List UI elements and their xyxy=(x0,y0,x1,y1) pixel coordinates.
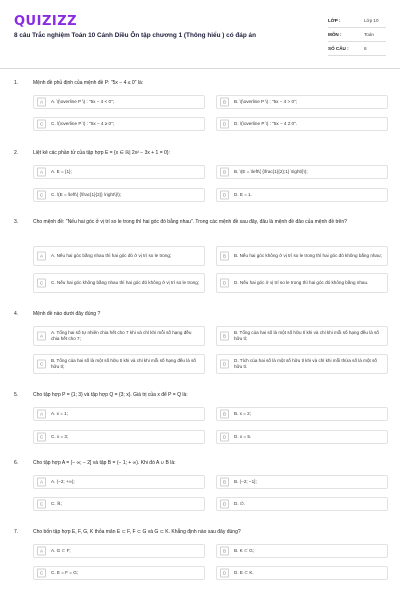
option-letter: D xyxy=(220,279,229,288)
meta-row-subject xyxy=(328,28,386,42)
option-text: B. K ⊂ G; xyxy=(234,548,254,553)
option-letter: C xyxy=(37,120,46,129)
option-d[interactable] xyxy=(216,566,388,580)
meta-label: SỐ CÂU : xyxy=(328,46,349,51)
meta-value: Lớp 10 xyxy=(364,18,379,23)
meta-label: MÔN : xyxy=(328,32,342,37)
option-letter: C xyxy=(37,500,46,509)
option-b[interactable] xyxy=(216,246,388,266)
option-text: B. Nếu hai góc không ở vị trí so le trong thì hai góc đó không bằng nhau; xyxy=(234,253,382,258)
option-b[interactable] xyxy=(216,95,388,109)
option-c[interactable] xyxy=(33,188,205,202)
option-text: A. x = 1; xyxy=(51,411,68,416)
meta-label: LỚP : xyxy=(328,18,341,23)
option-text: D. Nếu hai góc ở vị trí so le trong thì hai góc đó không bằng nhau. xyxy=(234,280,369,285)
option-text: B. Tổng của hai số là một số hữu tỉ khi và chỉ khi mỗi số hạng đều là số hữu tỉ; xyxy=(51,358,196,369)
option-letter: B xyxy=(220,252,229,261)
question-text: Liệt kê các phần tử của tập hợp E = {x ∈ ℝ| 2x² − 3x + 1 = 0}: xyxy=(33,150,170,156)
option-a[interactable] xyxy=(33,326,205,346)
meta-value: Toán xyxy=(364,32,374,37)
option-letter: B xyxy=(220,547,229,556)
option-text: D. \(\overline P \) : "5x − 4 ≠ 0". xyxy=(234,121,298,126)
option-letter: A xyxy=(37,168,46,177)
question-text: Cho mệnh đề: "Nếu hai góc ở vị trí so le trong thì hai góc đó bằng nhau". Trong các mệnh đề sau đây, đâu là mệnh đề đảo của mệnh đề trên? xyxy=(33,219,347,225)
question-number: 7. xyxy=(14,529,19,535)
option-text: C. ℝ; xyxy=(51,501,62,506)
option-letter: B xyxy=(220,332,229,341)
question-text: Mệnh đề nào dưới đây đúng ? xyxy=(33,311,101,317)
option-d[interactable] xyxy=(216,354,388,374)
option-text: B. \(\overline P \) : "5x − 4 > 0"; xyxy=(234,99,297,104)
option-text: D. E ⊂ K. xyxy=(234,570,254,575)
question-number: 5. xyxy=(14,392,19,398)
option-letter: A xyxy=(37,252,46,261)
option-text: D. E = 1. xyxy=(234,192,253,197)
option-letter: D xyxy=(220,360,229,369)
option-text: D. ∅. xyxy=(234,501,246,506)
option-text: A. \(\overline P \) : "5x − 4 < 0"; xyxy=(51,99,114,104)
option-text: B. (−2; −1]; xyxy=(234,479,257,484)
option-a[interactable] xyxy=(33,475,205,489)
worksheet-header xyxy=(0,0,400,68)
option-letter: D xyxy=(220,569,229,578)
option-d[interactable] xyxy=(216,117,388,131)
option-d[interactable] xyxy=(216,497,388,511)
question-text: Cho tập hợp P = {1; 3} và tập hợp Q = {3; x}. Giá trị của x để P = Q là: xyxy=(33,392,188,398)
option-letter: C xyxy=(37,279,46,288)
option-letter: B xyxy=(220,478,229,487)
option-letter: D xyxy=(220,433,229,442)
meta-row-class xyxy=(328,14,386,28)
option-letter: D xyxy=(220,500,229,509)
option-c[interactable] xyxy=(33,497,205,511)
header-divider xyxy=(0,68,400,69)
option-letter: D xyxy=(220,120,229,129)
option-b[interactable] xyxy=(216,407,388,421)
option-letter: C xyxy=(37,433,46,442)
question-text: Cho bốn tập hợp E, F, G, K thỏa mãn E ⊂ F, F ⊂ G và G ⊂ K. Khẳng định nào sau đây đúng? xyxy=(33,529,241,535)
question-number: 1. xyxy=(14,80,19,86)
option-c[interactable] xyxy=(33,273,205,293)
option-a[interactable] xyxy=(33,544,205,558)
meta-row-count xyxy=(328,42,386,56)
option-c[interactable] xyxy=(33,566,205,580)
option-d[interactable] xyxy=(216,430,388,444)
option-a[interactable] xyxy=(33,165,205,179)
option-letter: C xyxy=(37,569,46,578)
option-text: C. E = F = G; xyxy=(51,570,79,575)
question-number: 4. xyxy=(14,311,19,317)
option-text: A. Nếu hai góc bằng nhau thì hai góc đó ở vị trí so le trong; xyxy=(51,253,172,258)
option-text: A. G ⊂ F; xyxy=(51,548,71,553)
option-c[interactable] xyxy=(33,430,205,444)
question-text: Cho tập hợp A = (− ∞; − 2] và tập B = (− 1; + ∞). Khi đó A ∪ B là: xyxy=(33,460,176,466)
worksheet-title: 8 câu Trắc nghiệm Toán 10 Cánh Diều Ôn tập chương 1 (Thông hiểu ) có đáp án xyxy=(14,32,256,39)
option-d[interactable] xyxy=(216,273,388,293)
option-a[interactable] xyxy=(33,407,205,421)
option-a[interactable] xyxy=(33,95,205,109)
question-number: 3. xyxy=(14,219,19,225)
option-text: D. Tích của hai số là một số hữu tỉ khi và chỉ khi mỗi thừa số là một số hữu tỉ. xyxy=(234,358,377,369)
option-text: A. (−2; +∞); xyxy=(51,479,75,484)
question-number: 2. xyxy=(14,150,19,156)
option-b[interactable] xyxy=(216,544,388,558)
option-letter: B xyxy=(220,168,229,177)
option-letter: C xyxy=(37,360,46,369)
option-letter: C xyxy=(37,191,46,200)
option-text: B. x = 2; xyxy=(234,411,251,416)
option-letter: A xyxy=(37,410,46,419)
option-text: D. x = 5. xyxy=(234,434,252,439)
option-b[interactable] xyxy=(216,475,388,489)
option-c[interactable] xyxy=(33,354,205,374)
option-b[interactable] xyxy=(216,165,388,179)
option-b[interactable] xyxy=(216,326,388,346)
question-number: 6. xyxy=(14,460,19,466)
worksheet-meta xyxy=(328,14,386,56)
option-text: C. \(\overline P \) : "5x − 4 ≥ 0"; xyxy=(51,121,115,126)
option-letter: A xyxy=(37,332,46,341)
option-a[interactable] xyxy=(33,246,205,266)
option-text: B. \(E = \left\{ {\frac{1}{2};1} \right\}\); xyxy=(234,169,308,174)
option-letter: A xyxy=(37,478,46,487)
option-letter: B xyxy=(220,410,229,419)
option-text: A. E = {1}; xyxy=(51,169,72,174)
option-text: C. Nếu hai góc không bằng nhau thì hai góc đó không ở vị trí so le trong; xyxy=(51,280,200,285)
option-d[interactable] xyxy=(216,188,388,202)
option-text: C. \(E = \left\{ {\frac{1}{2}} \right\}\); xyxy=(51,192,122,197)
option-text: C. x = 3; xyxy=(51,434,69,439)
option-c[interactable] xyxy=(33,117,205,131)
option-letter: D xyxy=(220,191,229,200)
option-letter: A xyxy=(37,98,46,107)
meta-value: 8 xyxy=(364,46,367,51)
option-text: B. Tổng của hai số là một số hữu tỉ khi và chỉ khi mỗi số hạng đều là số hữu tỉ; xyxy=(234,330,379,341)
option-letter: B xyxy=(220,98,229,107)
option-text: A. Tổng hai số tự nhiên chia hết cho 7 khi và chỉ khi mỗi số hạng đều chia hết cho 7; xyxy=(51,330,192,341)
option-letter: A xyxy=(37,547,46,556)
quizizz-logo: QUIZIZZ xyxy=(14,14,78,29)
question-text: Mệnh đề phủ định của mệnh đề P: "5x − 4 ≤ 0" là: xyxy=(33,80,144,86)
